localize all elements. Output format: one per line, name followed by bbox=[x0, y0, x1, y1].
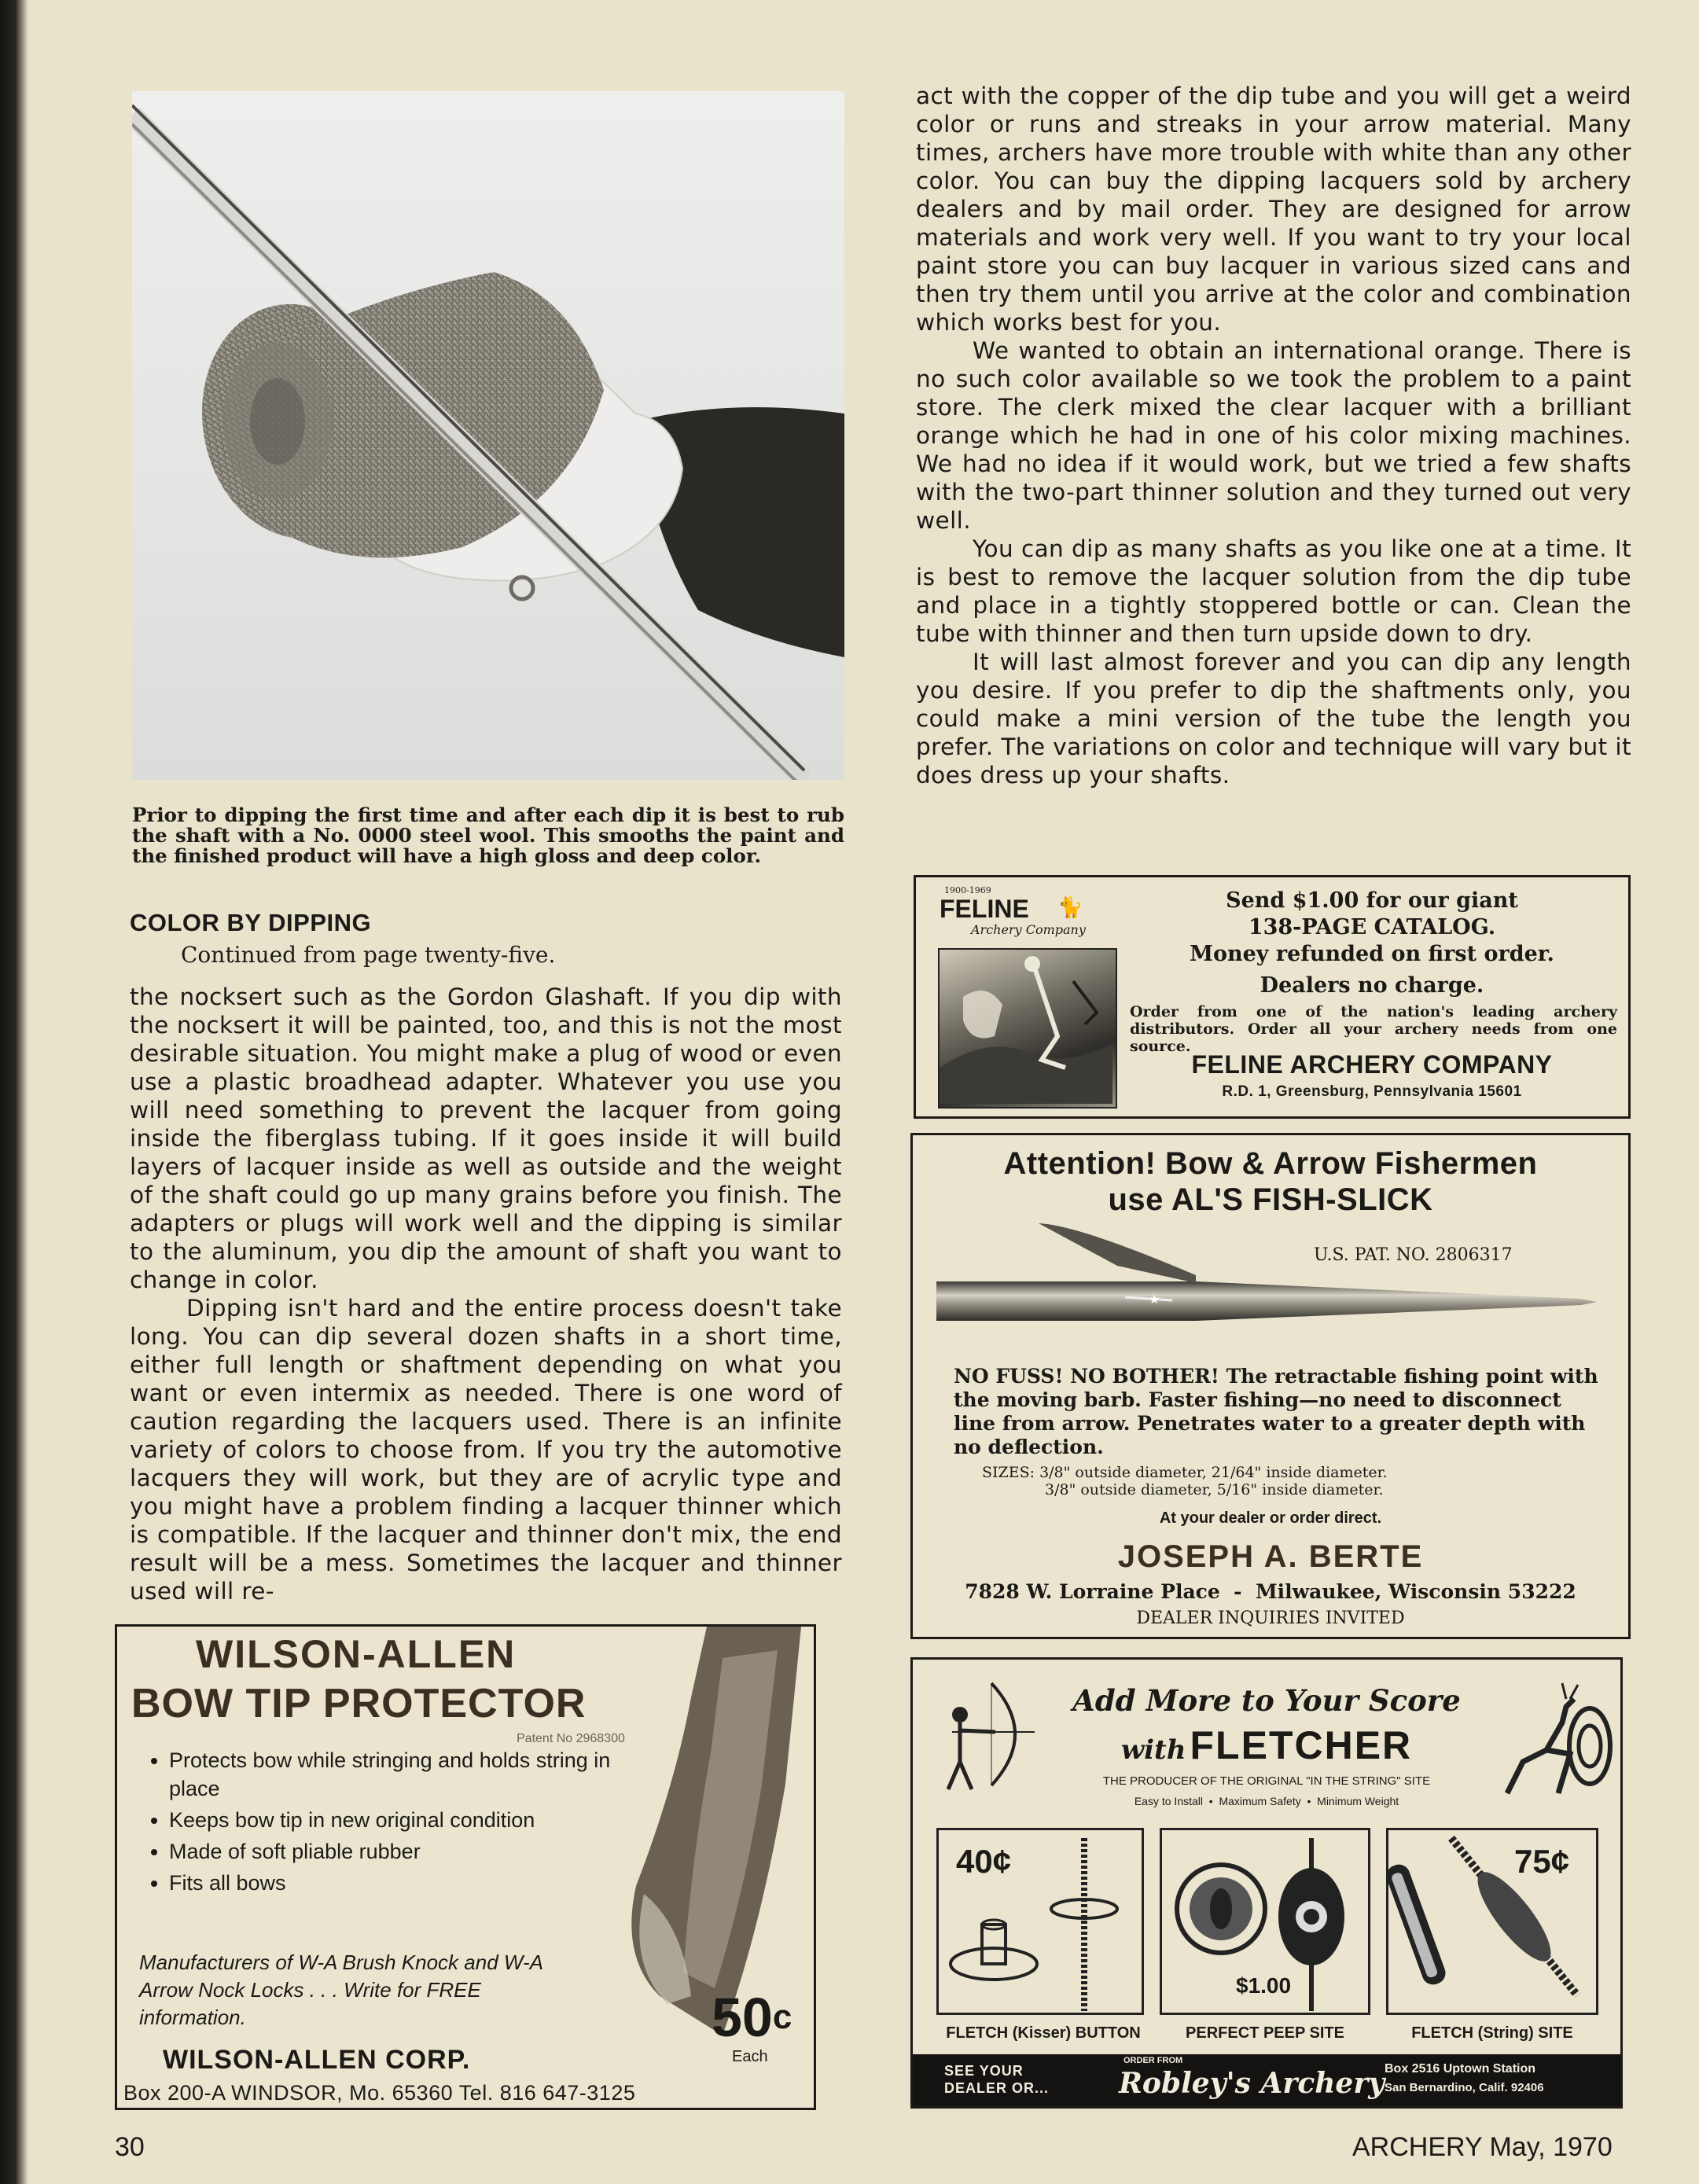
wilson-patent: Patent No 2968300 bbox=[517, 1732, 625, 1745]
fishslick-desc: The retractable fishing point with the moving barb. Faster fishing—no need to disconnect line from arrow. Penetrates water to a greater depth with no deflection. bbox=[954, 1365, 1598, 1458]
price-unit: c bbox=[772, 1998, 792, 2036]
magazine-footer bbox=[1352, 2132, 1613, 2163]
wilson-each: Each bbox=[732, 2048, 768, 2065]
photo-caption: Prior to dipping the first time and after each dip it is best to rub the shaft with a No. 0000 steel wool. This smooths the paint and the finished product will have a high gloss and deep color. bbox=[132, 803, 844, 867]
svg-text:★: ★ bbox=[1149, 1292, 1160, 1307]
fishslick-dealer: At your dealer or order direct. bbox=[1159, 1509, 1382, 1527]
kisser-price: 40¢ bbox=[956, 1843, 1012, 1880]
feline-ad bbox=[914, 875, 1631, 1119]
wilson-address: Box 200-A WINDSOR, Mo. 65360 Tel. 816 647-3125 bbox=[123, 2081, 636, 2105]
fletcher-producer: THE PRODUCER OF THE ORIGINAL "IN THE STRING" SITE bbox=[1102, 1774, 1431, 1788]
paragraph: It will last almost forever and you can dip any length you desire. If you prefer to dip the shaftments only, you could make a mini version of the tube the length you prefer. The variations on color and technique will vary but it does dress up your shafts. bbox=[916, 649, 1631, 789]
size-1: 3/8" outside diameter, 21/64" inside diameter. bbox=[1039, 1464, 1388, 1481]
feline-company: FELINE ARCHERY COMPANY bbox=[1191, 1050, 1553, 1079]
cat-icon: 🐈 bbox=[1057, 896, 1083, 920]
fishslick-address: 7828 W. Lorraine Place - Milwaukee, Wisconsin 53222 bbox=[965, 1580, 1576, 1603]
wilson-product: BOW TIP PROTECTOR bbox=[131, 1681, 587, 1726]
paragraph: Dipping isn't hard and the entire process doesn't take long. You can dip several dozen shafts in a short time, either full length or shaftment depending on what you want or even intermix as needed. There is one word of caution regarding the lacquers used. There is an infinite variety of colors to choose from. If you try the automotive lacquers they will work, but they are of acrylic type and you might have a problem finding a lacquer thinner which is compatible. If the lacquer and thinner don't mix, the end result will be a mess. Sometimes the lacquer and thinner used will re- bbox=[130, 1295, 842, 1605]
fishslick-patent: U.S. PAT. NO. 2806317 bbox=[1314, 1245, 1513, 1265]
robley-archery: Robley's Archery bbox=[1119, 2067, 1385, 2100]
wilson-allen-ad bbox=[115, 1624, 816, 2110]
product-string-site bbox=[1386, 1828, 1598, 2015]
feline-logo-name: FELINE bbox=[940, 895, 1029, 923]
article-heading: COLOR BY DIPPING bbox=[130, 909, 372, 936]
fletcher-with-brand bbox=[1007, 1723, 1526, 1768]
price-value: 50 bbox=[712, 1987, 773, 2048]
peep-label: PERFECT PEEP SITE bbox=[1186, 2024, 1344, 2042]
product-kisser-button bbox=[936, 1828, 1144, 2015]
fletcher-order-bar bbox=[913, 2054, 1620, 2106]
feline-line1: Send $1.00 for our giant bbox=[1226, 888, 1518, 913]
feline-line2: 138-PAGE CATALOG. bbox=[1248, 915, 1496, 939]
wilson-manufacturers: Manufacturers of W-A Brush Knock and W-A Arrow Nock Locks . . . Write for FREE information. bbox=[139, 1951, 542, 2029]
see-dealer: SEE YOUR DEALER OR... bbox=[944, 2063, 1050, 2096]
kisser-button-icon bbox=[939, 1830, 1142, 2013]
feline-address: R.D. 1, Greensburg, Pennsylvania 15601 bbox=[1222, 1083, 1522, 1100]
article-photo bbox=[132, 91, 844, 780]
fletcher-with: with bbox=[1120, 1734, 1186, 1766]
fletcher-script: Add More to Your Score bbox=[1072, 1683, 1461, 1718]
fishslick-inquiries: DEALER INQUIRIES INVITED bbox=[1136, 1609, 1405, 1628]
feline-logo-years: 1900-1969 bbox=[944, 885, 991, 895]
scan-edge bbox=[0, 0, 28, 2184]
peep-price: $1.00 bbox=[1236, 1973, 1292, 1998]
string-site-label: FLETCH (String) SITE bbox=[1411, 2024, 1573, 2042]
feline-logo-sub: Archery Company bbox=[971, 922, 1086, 937]
wilson-brand: WILSON-ALLEN bbox=[196, 1632, 517, 1676]
paragraph: You can dip as many shafts as you like one at a time. It is best to remove the lacquer solution from the dip tube and place in a tightly stoppered bottle or can. Clean the tube with thinner and then turn upside down to dry. bbox=[916, 535, 1631, 647]
feline-line3: Money refunded on first order. bbox=[1190, 942, 1554, 966]
fletcher-brand: FLETCHER bbox=[1190, 1723, 1413, 1767]
feline-line5: Order from one of the nation's leading archery distributors. Order all your archery needs from one source. bbox=[1130, 1003, 1617, 1055]
wilson-bullets bbox=[141, 1746, 641, 1897]
paragraph: the nocksert such as the Gordon Glashaft. If you dip with the nocksert it will be painted, too, and this is not the most desirable situation. You might make a plug of wood or even use a plastic broadhead adapter. Whatever you use you will need something to prevent the lacquer from going inside the fiberglass tubing. If it goes inside it will build layers of lacquer inside as well as outside and the weight of the shaft could go up many grains before you finish. The adapters or plugs will work well and the dipping is similar to the aluminum, you dip the amount of shaft you want to change in color. bbox=[130, 984, 842, 1293]
article-left-column bbox=[130, 983, 842, 1605]
wilson-corp: WILSON-ALLEN CORP. bbox=[163, 2045, 471, 2075]
robley-address1: Box 2516 Uptown Station bbox=[1385, 2062, 1536, 2076]
fishslick-headline2: use AL'S FISH-SLICK bbox=[1108, 1182, 1433, 1217]
order-from: ORDER FROM bbox=[1123, 2056, 1183, 2065]
sizes-label: SIZES: bbox=[982, 1464, 1035, 1481]
size-2: 3/8" outside diameter, 5/16" inside diameter. bbox=[1045, 1481, 1384, 1498]
page-number: 30 bbox=[115, 2132, 145, 2162]
fishslick-name: JOSEPH A. BERTE bbox=[1117, 1539, 1424, 1574]
continued-note: Continued from page twenty-five. bbox=[181, 942, 556, 968]
fletcher-features: Easy to Install • Maximum Safety • Minimum Weight bbox=[1134, 1795, 1399, 1807]
bullet-item: • Made of soft pliable rubber bbox=[169, 1837, 641, 1866]
hunting-scene-image bbox=[938, 948, 1117, 1109]
fishslick-sizes bbox=[982, 1464, 1388, 1498]
steel-wool-hand-illustration bbox=[132, 91, 844, 780]
fishslick-desc-bold: NO FUSS! NO BOTHER! bbox=[954, 1365, 1219, 1388]
fishing-point-illustration bbox=[936, 1220, 1620, 1354]
kisser-label: FLETCH (Kisser) BUTTON bbox=[946, 2024, 1141, 2042]
paragraph: act with the copper of the dip tube and you will get a weird color or runs and streaks in your arrow material. Many times, archers have more trouble with white than any other color. You can buy the dipping lacquers sold by archery dealers and by mail order. They are designed for arrow materials and work very well. If you want to try your local paint store you can buy lacquer in various sized cans and then try them until you arrive at the color and combination which works best for you. bbox=[916, 83, 1631, 336]
fish-slick-ad bbox=[910, 1133, 1631, 1639]
article-right-column bbox=[916, 82, 1631, 789]
wilson-price bbox=[712, 1987, 792, 2048]
fishslick-description bbox=[954, 1365, 1598, 1459]
magazine-name: ARCHERY bbox=[1352, 2132, 1483, 2162]
robley-address2: San Bernardino, Calif. 92406 bbox=[1385, 2081, 1544, 2094]
fishslick-headline1: Attention! Bow & Arrow Fishermen bbox=[1003, 1146, 1538, 1181]
product-peep-site bbox=[1160, 1828, 1370, 2015]
bullet-item: • Protects bow while stringing and holds string in place bbox=[169, 1746, 641, 1803]
paragraph: We wanted to obtain an international orange. There is no such color available so we took the problem to a paint store. The clerk mixed the clear lacquer with a brilliant orange which he had in one of his color mixing machines. We had no idea if it would work, but we tried a few shafts with the two-part thinner solution and they turned out very well. bbox=[916, 337, 1631, 534]
bullet-item: • Keeps bow tip in new original condition bbox=[169, 1806, 641, 1834]
issue-date: May, 1970 bbox=[1489, 2132, 1613, 2162]
fletcher-ad bbox=[910, 1657, 1623, 2109]
string-site-price: 75¢ bbox=[1514, 1843, 1570, 1880]
feline-line4: Dealers no charge. bbox=[1260, 973, 1484, 998]
bullet-item: • Fits all bows bbox=[169, 1869, 641, 1897]
